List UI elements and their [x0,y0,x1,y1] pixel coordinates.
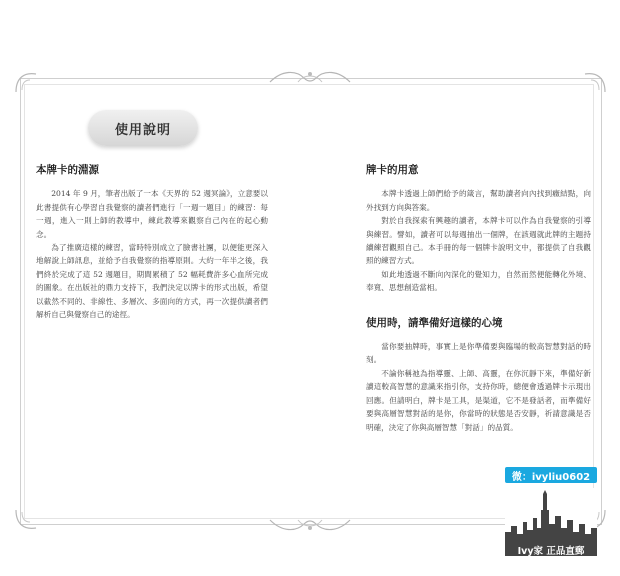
watermark-caption: Ivy家 正品直郵 [517,545,585,557]
section-heading-origin: 本牌卡的淵源 [36,164,99,176]
right-column [366,158,591,434]
paragraph: 當你要抽牌時，事實上是你準備要與臨場的較高智慧對話的時刻。 [366,342,591,365]
paragraph: 如此地透過不斷向內深化的覺知力，自然而然便能轉化外境、奉寬、思想創造當相。 [366,269,591,293]
left-column [36,158,268,321]
corner-ornament-bottom-left [12,506,38,532]
watermark-badge: 微：ivyliu0602 [505,467,597,483]
corner-ornament-top-right [583,70,609,96]
corner-ornament-top-left [12,70,38,96]
section-heading-mindset: 使用時，請準備好這樣的心境 [366,316,503,329]
paragraph: 不論你稱祂為指導靈、上師、高靈，在你沉靜下來，準備好新讀這較高智慧的意識來指引你，支持你時，總便會透過牌卡示現出回應。但請明白，牌卡是工具，是渠道，它不是發話者，而準備好要與高層智慧對話的是你，你當時的狀態是否安靜，祈請意識是否明確，決定了你與高層智慧「對話」的品質。 [366,368,591,432]
paragraph: 2014 年 9 月，筆者出版了一本《天界的 52 週冥論》，立意要以此書提供有心學習自我覺察的讀者們進行「一週一題目」的練習：每一週，進入一則上師的教導中，練此教導來觀察自己內在的起心動念。 [36,189,268,239]
paragraph: 本牌卡透過上師們給予的箴言，幫助讀者向內找到癥結點，向外找到方向與答案。 [366,189,591,212]
bottom-flourish-ornament [268,514,352,534]
paragraph: 對於自我探索有興趣的讀者，本牌卡可以作為自我覺察的引導與練習。譬如，讀者可以每週抽出一個牌，在該週就此牌的主題持續練習觀照自己。本手冊的每一個牌卡說明文中，都提供了自我觀照的練習方式。 [366,216,591,266]
top-flourish-ornament [268,68,352,88]
page-title: 使用說明 [88,110,198,146]
paragraph: 為了推廣這樣的練習，當時特別成立了臉書社團，以便能更深入地解說上師訊息，並給予自我覺察的指導原則。大約一年半之後，我們終於完成了這 52 週題目，期間累積了 52 幅耗費許多心血所完成的圖象。在出版社的鼎力支持下，我們決定以牌卡的形式出版，希望以截然不同的、非線性、多層次、多面向的方式，再一次提供讀者們解析自己與覺察自己的途徑。 [36,243,268,320]
section-heading-purpose: 牌卡的用意 [366,164,419,176]
